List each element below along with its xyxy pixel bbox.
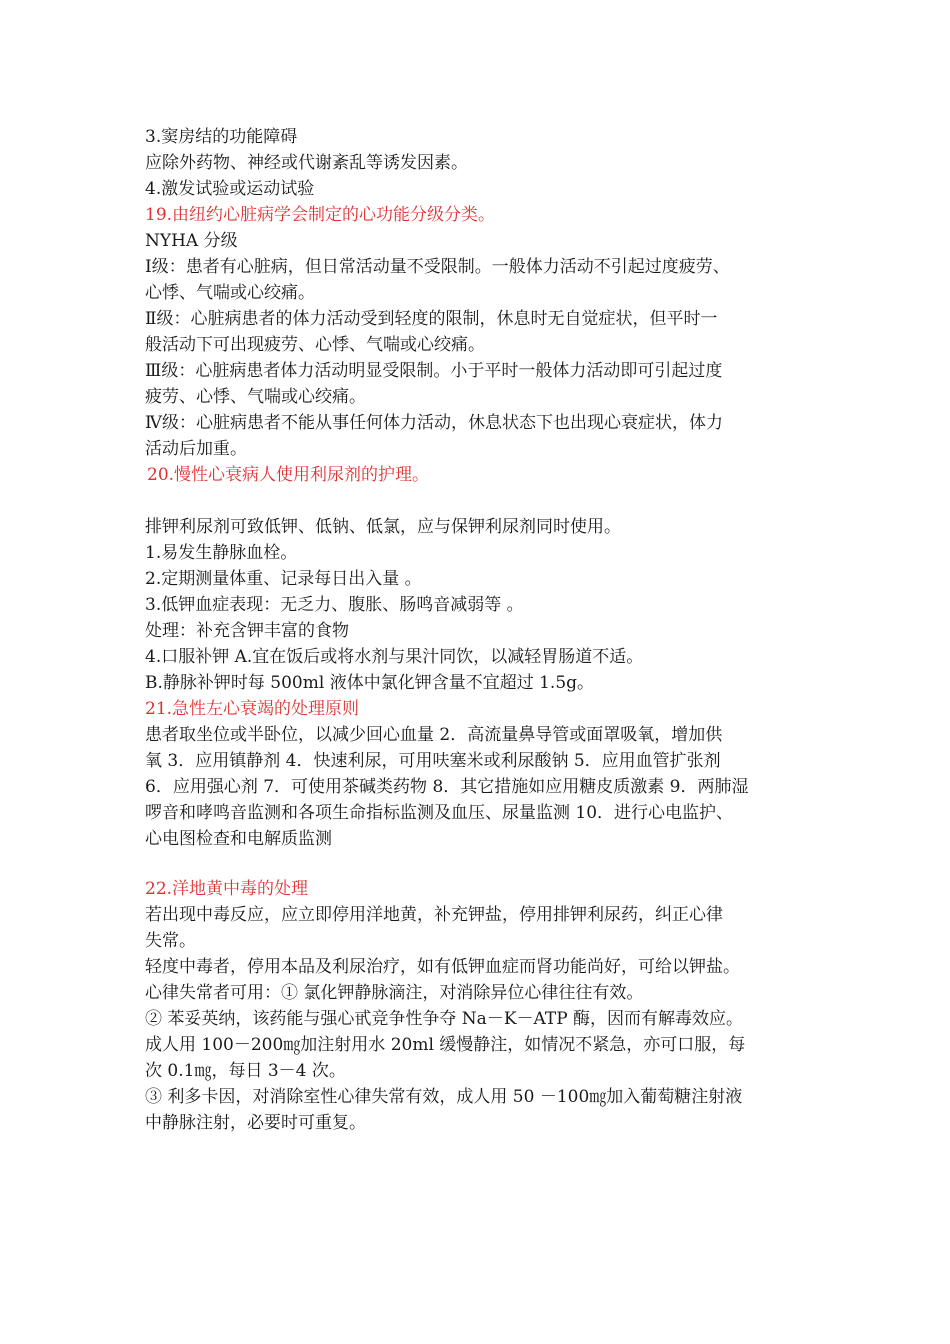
blank-gap [145,488,825,514]
text-line: 1.易发生静脉血栓。 [145,543,298,563]
text-line: B.静脉补钾时每 500ml 液体中氯化钾含量不宜超过 1.5g。 [145,673,595,693]
text-line: 3.低钾血症表现：无乏力、腹胀、肠鸣音减弱等 。 [145,595,524,615]
section-heading-22: 22.洋地黄中毒的处理 [145,879,309,899]
section-heading-20: 20.慢性心衰病人使用利尿剂的护理。 [147,465,430,485]
text-line: 患者取坐位或半卧位，以减少回心血量 2．高流量鼻导管或面罩吸氧，增加供 [145,725,723,745]
nyha-subtitle: NYHA 分级 [145,231,238,251]
text-line: 2.定期测量体重、记录每日出入量 。 [145,569,422,589]
text-line: 啰音和哮鸣音监测和各项生命指标监测及血压、尿量监测 10．进行心电监护、 [145,803,734,823]
text-line: ③ 利多卡因，对消除室性心律失常有效，成人用 50 －100㎎加入葡萄糖注射液 [145,1087,743,1107]
section-heading-19: 19.由纽约心脏病学会制定的心功能分级分类。 [145,205,496,225]
text-line: ② 苯妥英纳，该药能与强心甙竞争性争夺 Na－K－ATP 酶，因而有解毒效应。 [145,1009,744,1029]
grade-3-line-2: 疲劳、心悸、气喘或心绞痛。 [145,387,366,407]
blank-gap [145,852,825,876]
grade-2-line-1: Ⅱ级：心脏病患者的体力活动受到轻度的限制，休息时无自觉症状，但平时一 [145,309,718,329]
text-line: 心律失常者可用：① 氯化钾静脉滴注，对消除异位心律往往有效。 [145,983,644,1003]
text-line: 心电图检查和电解质监测 [145,829,332,849]
text-line: 中静脉注射，必要时可重复。 [145,1113,366,1133]
text-line: 次 0.1㎎，每日 3－4 次。 [145,1061,346,1081]
text-line: 应除外药物、神经或代谢紊乱等诱发因素。 [145,153,468,173]
grade-4-line-1: Ⅳ级：心脏病患者不能从事任何体力活动，休息状态下也出现心衰症状，体力 [145,413,723,433]
text-line: 3.窦房结的功能障碍 [145,127,298,147]
grade-4-line-2: 活动后加重。 [145,439,247,459]
text-line: 处理：补充含钾丰富的食物 [145,621,349,641]
text-line: 4.激发试验或运动试验 [145,179,315,199]
text-line: 失常。 [145,931,196,951]
grade-2-line-2: 般活动下可出现疲劳、心悸、气喘或心绞痛。 [145,335,485,355]
document-body [145,124,825,1136]
grade-1-line-1: Ⅰ级：患者有心脏病，但日常活动量不受限制。一般体力活动不引起过度疲劳、 [145,257,730,277]
text-line: 6．应用强心剂 7．可使用茶碱类药物 8．其它措施如应用糖皮质激素 9．两肺湿 [145,777,749,797]
text-line: 4.口服补钾 A.宜在饭后或将水剂与果汁同饮，以减轻胃肠道不适。 [145,647,644,667]
section-heading-21: 21.急性左心衰竭的处理原则 [145,699,360,719]
text-line: 若出现中毒反应，应立即停用洋地黄，补充钾盐，停用排钾利尿药，纠正心律 [145,905,723,925]
text-line: 氧 3．应用镇静剂 4．快速利尿，可用呋塞米或利尿酸钠 5．应用血管扩张剂 [145,751,721,771]
text-line: 成人用 100－200㎎加注射用水 20ml 缓慢静注，如情况不紧急，亦可口服，每 [145,1035,746,1055]
grade-1-line-2: 心悸、气喘或心绞痛。 [145,283,315,303]
text-line: 轻度中毒者，停用本品及利尿治疗，如有低钾血症而肾功能尚好，可给以钾盐。 [145,957,740,977]
grade-3-line-1: Ⅲ级：心脏病患者体力活动明显受限制。小于平时一般体力活动即可引起过度 [145,361,723,381]
text-line: 排钾利尿剂可致低钾、低钠、低氯，应与保钾利尿剂同时使用。 [145,517,621,537]
